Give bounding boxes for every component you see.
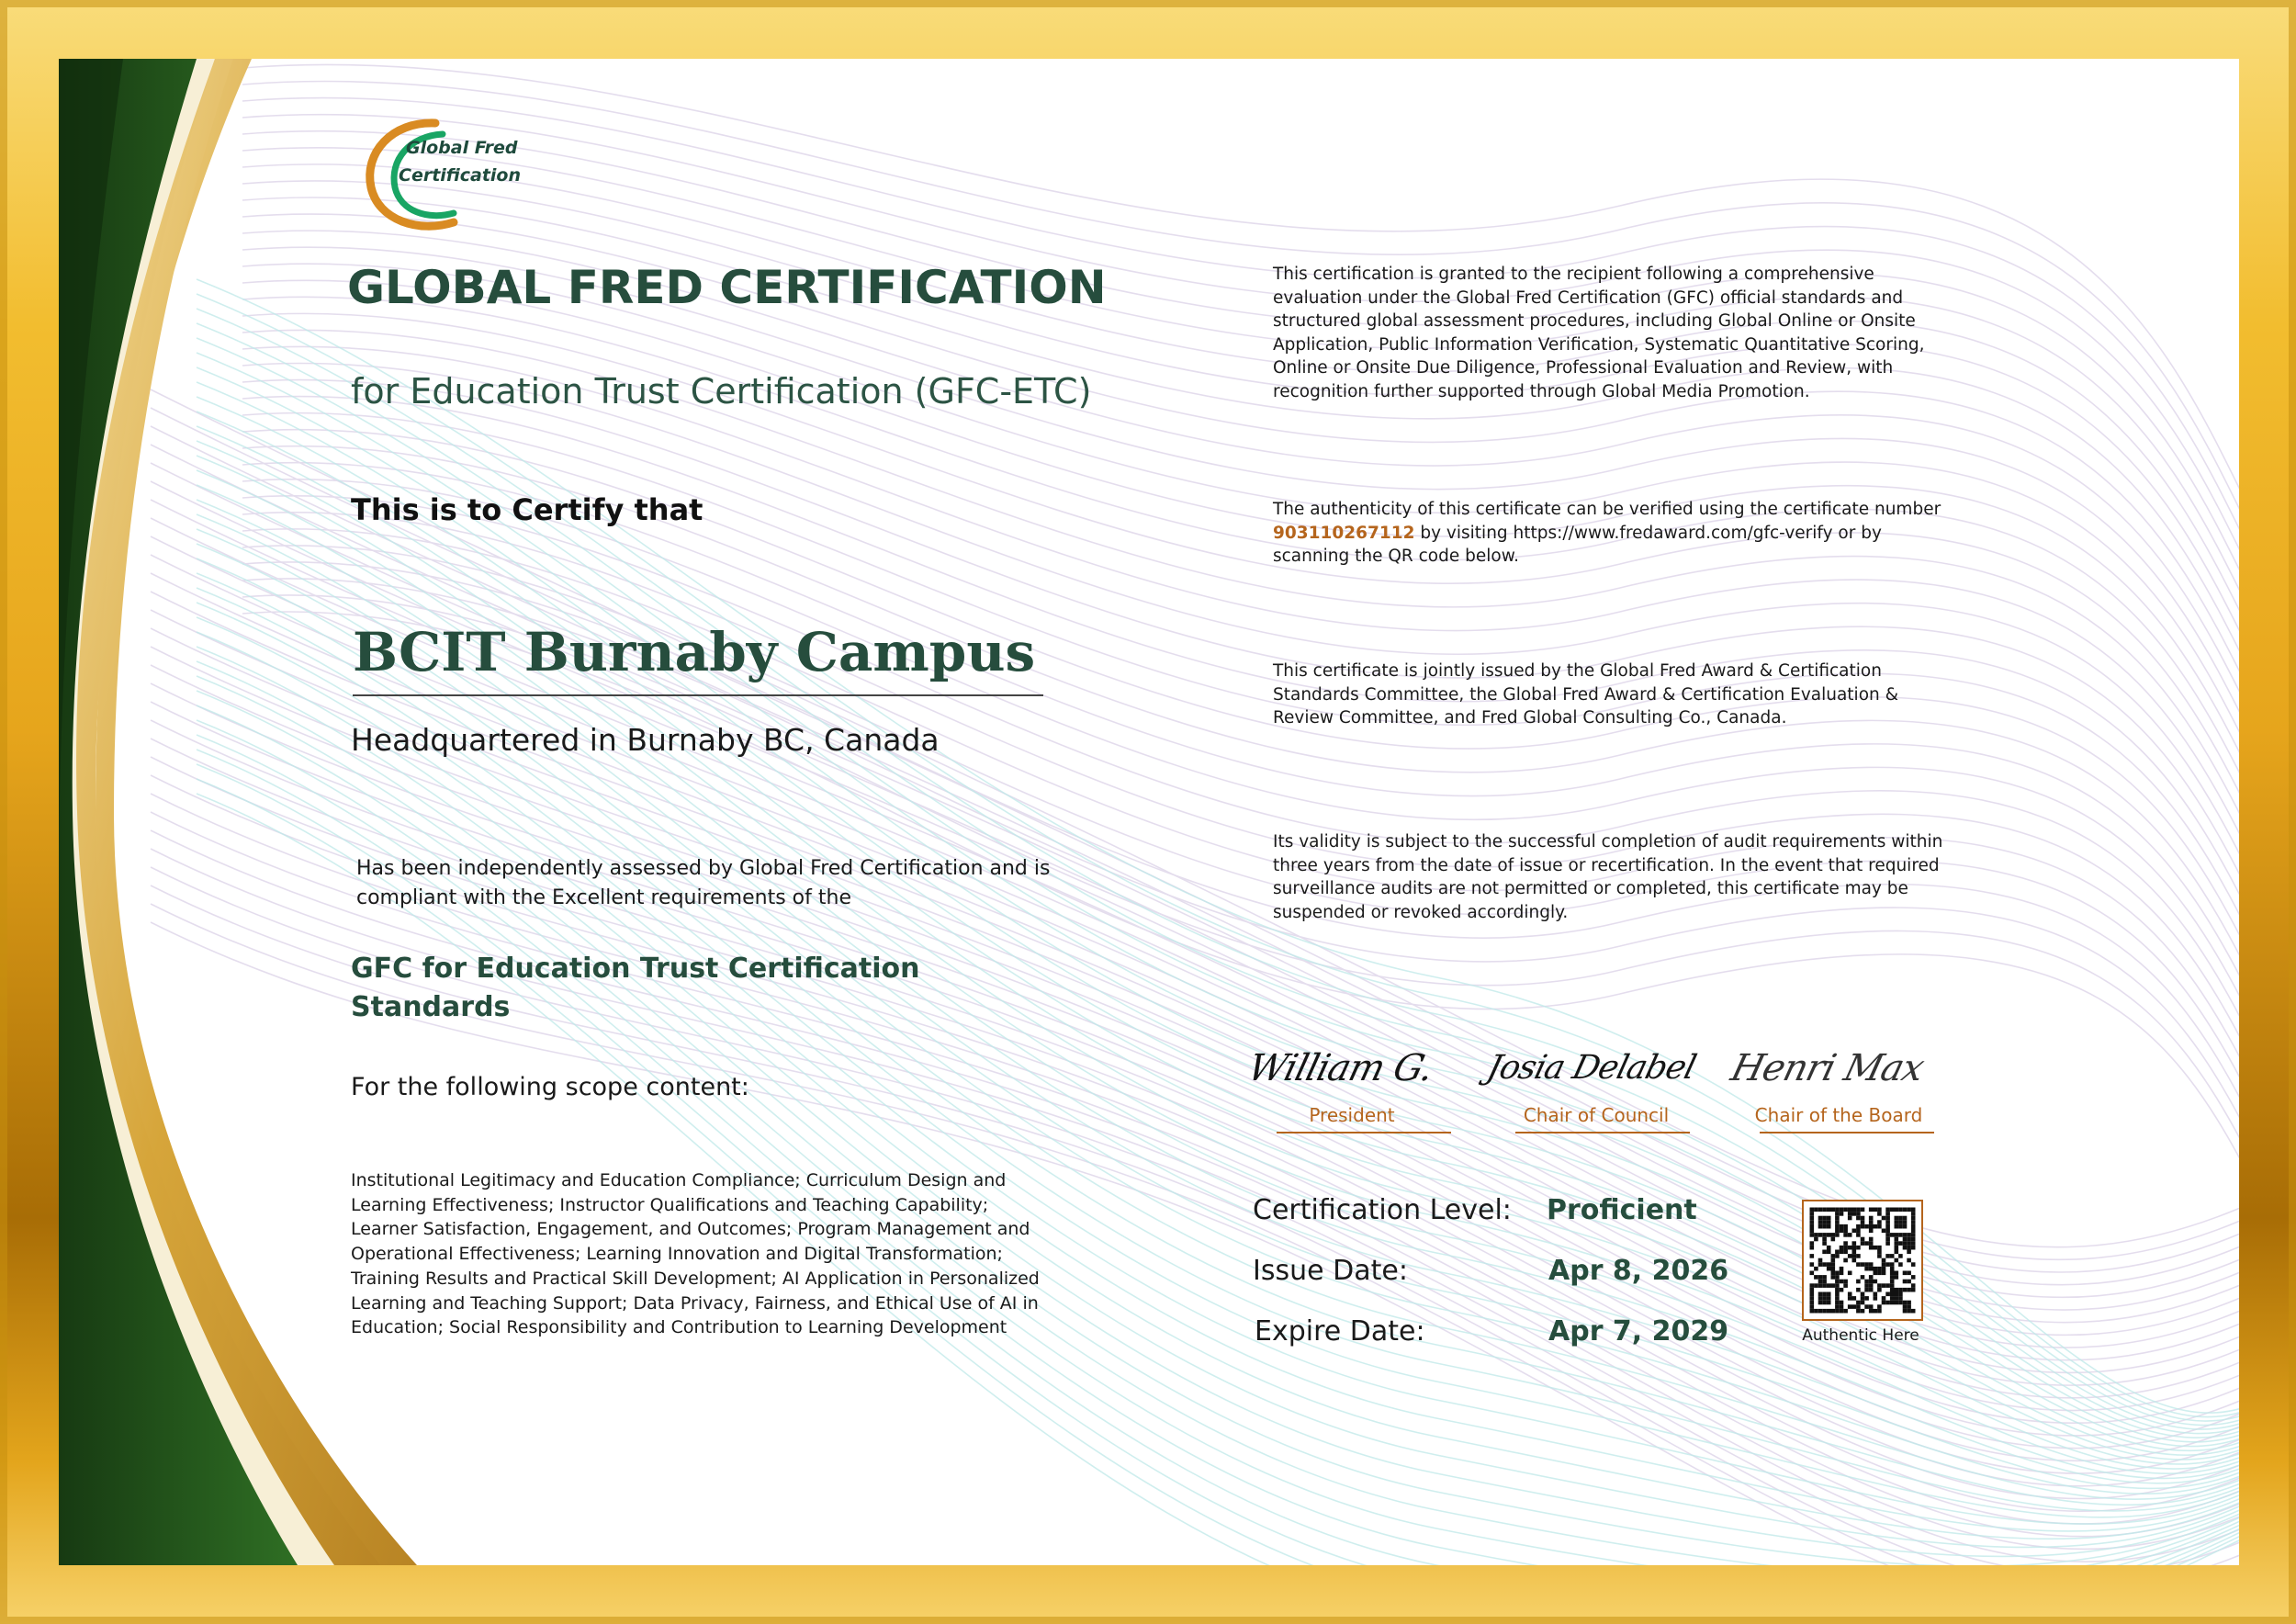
certification-level-label: Certification Level: [1253,1194,1512,1226]
headquarters-line: Headquartered in Burnaby BC, Canada [351,722,940,758]
verification-note [1273,498,1953,569]
certification-level-value: Proficient [1547,1194,1697,1226]
verification-qr-code[interactable] [1802,1200,1923,1321]
scope-content: Institutional Legitimacy and Education Compliance; Curriculum Design and Learning Effectiveness; Instructor Qualifications and Teaching Capability; Learner Satisfaction, Engagement, and Outcomes; Program Management and Operational Effectiveness; Learning Innovation and Digital Transformation; Training Results and Practical Skill Development; AI Application in Personalized Learning and Teaching Support; Data Privacy, Fairness, and Ethical Use of AI in Education; Social Responsibility and Contribution to Learning Development [351,1170,1040,1338]
signature-line [1277,1132,1451,1133]
signature-line [1760,1132,1934,1133]
gfc-logo [355,103,538,241]
role-council: Chair of Council [1523,1104,1670,1126]
assessment-statement: Has been independently assessed by Global Fred Certification and is compliant with the Excellent requirements of the [356,857,1051,909]
logo-line-2: Certification [399,165,522,186]
logo-line-1: Global Fred [406,138,518,158]
scope-label: For the following scope content: [351,1073,749,1101]
issue-date-value: Apr 8, 2026 [1548,1255,1729,1287]
issuer-note: This certificate is jointly issued by the Global Fred Award & Certification Standards Committee, the Global Fred Award & Certification Evaluation & Review Committee, and Fred Global Consulting Co., Canada. [1273,661,1899,727]
granted-note: This certification is granted to the recipient following a comprehensive evaluation under the Global Fred Certification (GFC) official standards and structured global assessment procedures, including Global Online or Onsite Application, Public Information Verification, Systematic Quantitative Scoring, Online or Onsite Due Diligence, Professional Evaluation and Review, with recognition further supported through Global Media Promotion. [1273,265,1925,401]
verify-prefix: The authenticity of this certificate can be verified using the certificate number [1273,500,1941,519]
signature-line [1515,1132,1690,1133]
signature-image: Henri Max [1727,1047,1929,1089]
signature-image: Josia Delabel [1483,1049,1700,1087]
certificate-number: 903110267112 [1273,523,1415,543]
signature-image: William G. [1244,1047,1438,1089]
issue-date-label: Issue Date: [1253,1255,1408,1287]
expire-date-label: Expire Date: [1255,1315,1425,1348]
role-president: President [1309,1104,1395,1126]
verify-suffix: by visiting https://www.fredaward.com/gfc-verify or by scanning the QR code below. [1273,523,1882,566]
certificate-paper [59,59,2239,1565]
certificate-subtitle: for Education Trust Certification (GFC-ETC) [351,371,1092,412]
role-board: Chair of the Board [1754,1104,1923,1126]
validity-note: Its validity is subject to the successful completion of audit requirements within three years from the date of issue or recertification. In the event that required surveillance audits are not permitted or completed, this certificate may be suspended or revoked accordingly. [1273,832,1943,922]
standard-name: GFC for Education Trust Certification Standards [351,953,920,1023]
certificate-title: GLOBAL FRED CERTIFICATION [347,261,1107,314]
qr-caption: Authentic Here [1802,1326,1919,1345]
recipient-name: BCIT Burnaby Campus [353,621,1036,683]
recipient-underline [353,694,1043,696]
qr-pattern [1804,1201,1921,1319]
expire-date-value: Apr 7, 2029 [1548,1315,1729,1348]
certify-intro: This is to Certify that [351,492,703,527]
